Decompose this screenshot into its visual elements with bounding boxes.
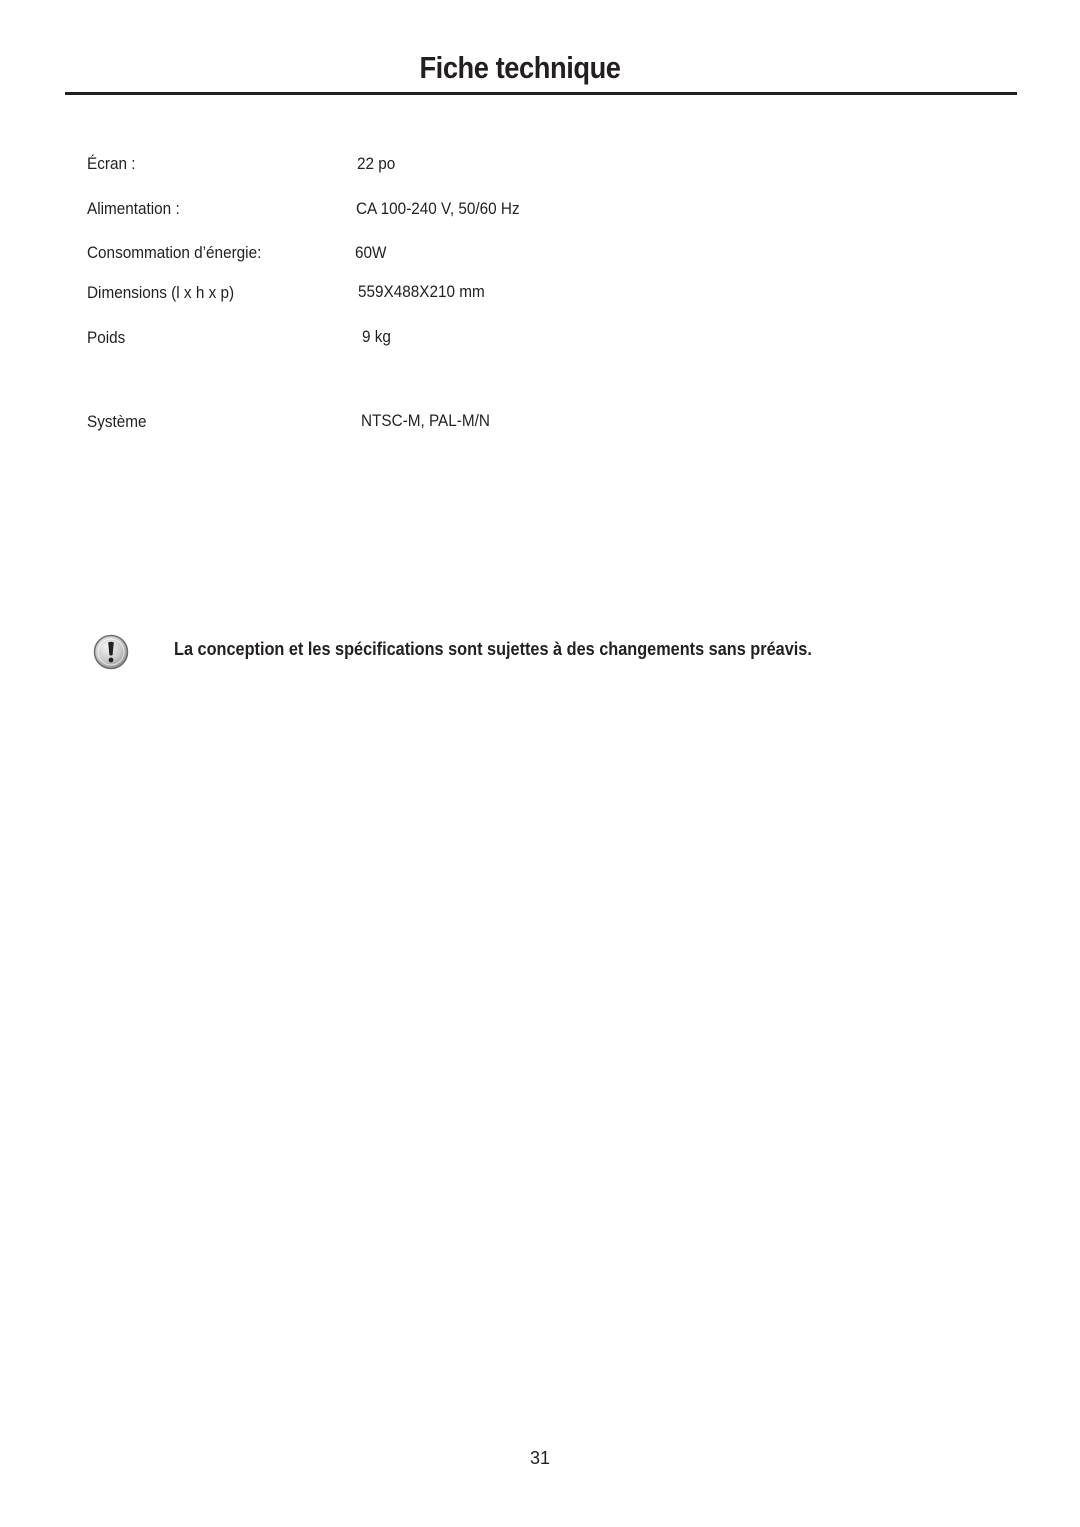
spec-label: Consommation d’énergie: bbox=[87, 243, 262, 262]
spec-value: 559X488X210 mm bbox=[358, 282, 485, 301]
spec-value: 22 po bbox=[357, 154, 396, 173]
spec-value: NTSC-M, PAL-M/N bbox=[361, 411, 490, 430]
spec-label: Écran : bbox=[87, 154, 136, 173]
spec-value: CA 100-240 V, 50/60 Hz bbox=[356, 199, 520, 218]
note-text: La conception et les spécifications sont sujettes à des changements sans préavis. bbox=[174, 638, 812, 659]
spec-value: 9 kg bbox=[362, 327, 391, 346]
page-number: 31 bbox=[530, 1448, 551, 1468]
spec-label: Poids bbox=[87, 328, 126, 347]
spec-label: Dimensions (l x h x p) bbox=[87, 283, 235, 302]
spec-label: Alimentation : bbox=[87, 199, 180, 218]
title-underline bbox=[65, 92, 1017, 95]
spec-value: 60W bbox=[355, 243, 387, 262]
page-title: Fiche technique bbox=[419, 50, 621, 85]
spec-label: Système bbox=[87, 412, 147, 431]
exclamation-icon bbox=[93, 634, 129, 670]
